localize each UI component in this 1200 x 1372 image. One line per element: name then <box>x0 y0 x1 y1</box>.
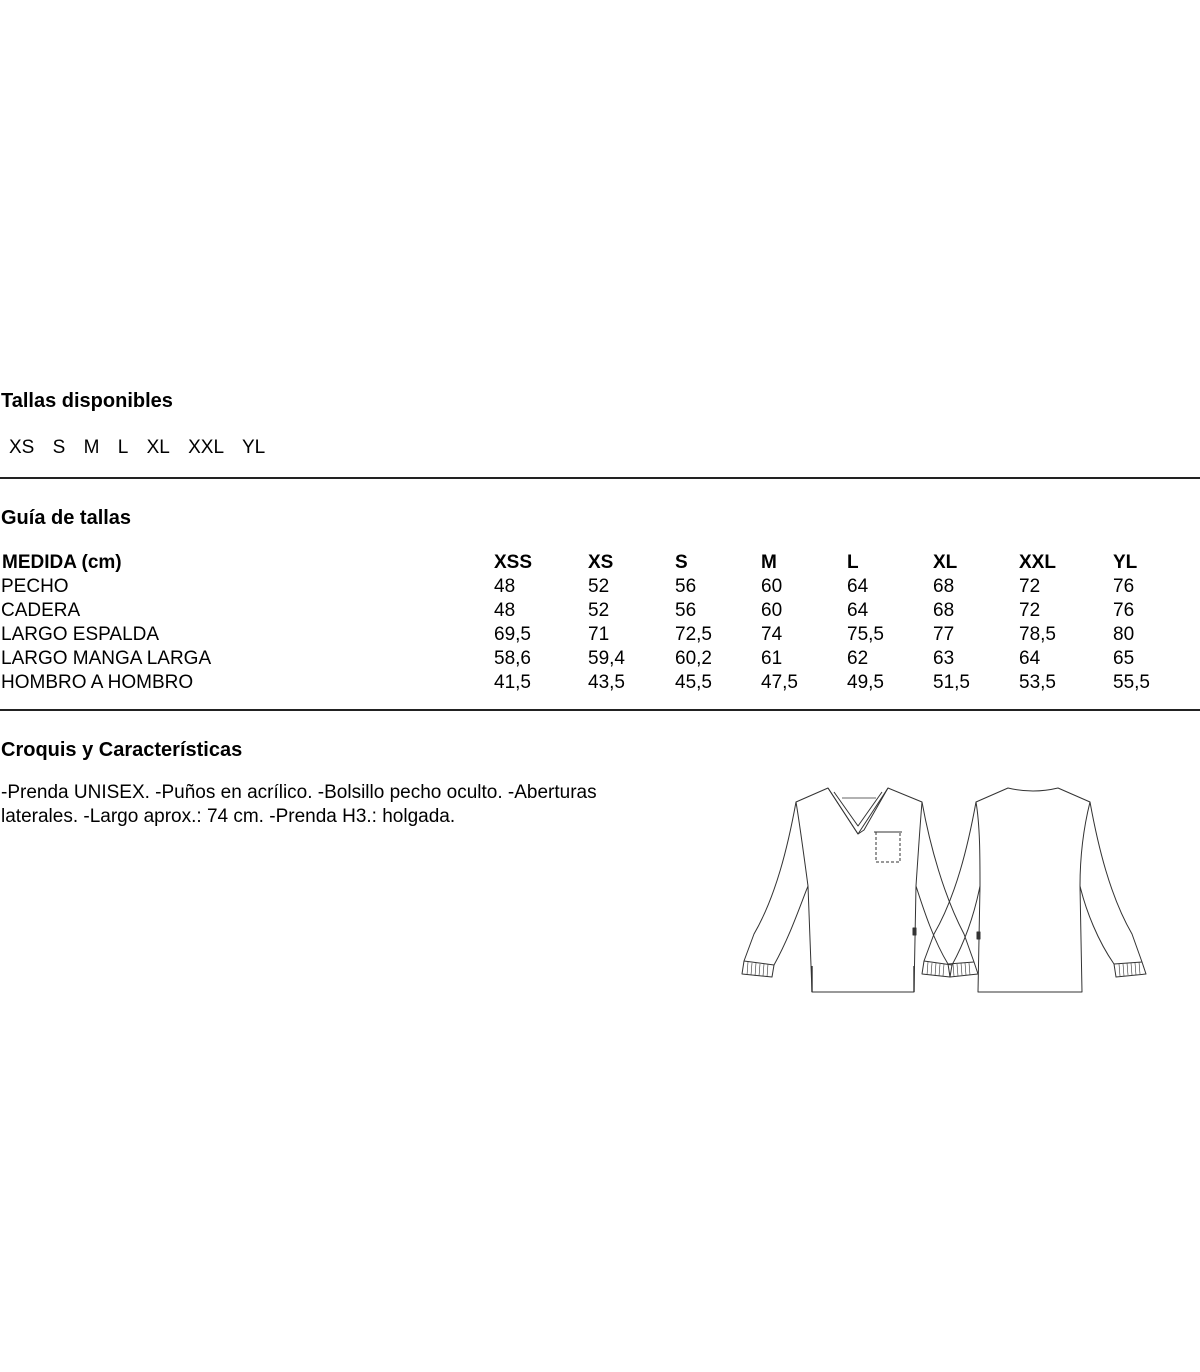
table-cell: 61 <box>761 648 783 669</box>
front-view-sketch <box>742 788 978 992</box>
table-cell: 60 <box>761 600 783 621</box>
row-label: LARGO MANGA LARGA <box>1 648 212 669</box>
back-view-sketch <box>922 788 1146 992</box>
table-cell: 53,5 <box>1019 672 1056 693</box>
table-cell: 72 <box>1019 600 1041 621</box>
tallas-heading: Tallas disponibles <box>1 390 173 412</box>
row-label: CADERA <box>1 600 81 621</box>
column-header: L <box>847 552 859 573</box>
column-header: XS <box>588 552 614 573</box>
table-cell: 78,5 <box>1019 624 1056 645</box>
garment-sketch <box>738 786 1150 996</box>
table-cell: 41,5 <box>494 672 531 693</box>
row-label: PECHO <box>1 576 69 597</box>
table-cell: 64 <box>1019 648 1041 669</box>
section-divider <box>0 709 1200 711</box>
column-header: MEDIDA (cm) <box>2 552 122 573</box>
available-sizes-list <box>9 437 278 459</box>
table-cell: 52 <box>588 600 610 621</box>
table-cell: 55,5 <box>1113 672 1150 693</box>
table-cell: 71 <box>588 624 610 645</box>
table-cell: 48 <box>494 576 516 597</box>
column-header: S <box>675 552 688 573</box>
table-cell: 49,5 <box>847 672 884 693</box>
table-cell: 80 <box>1113 624 1135 645</box>
table-cell: 62 <box>847 648 869 669</box>
table-cell: 77 <box>933 624 955 645</box>
table-cell: 59,4 <box>588 648 625 669</box>
section-divider <box>0 477 1200 479</box>
table-cell: 76 <box>1113 600 1135 621</box>
table-cell: 60 <box>761 576 783 597</box>
table-cell: 75,5 <box>847 624 884 645</box>
table-cell: 48 <box>494 600 516 621</box>
size-guide-table <box>0 551 1200 695</box>
row-label: LARGO ESPALDA <box>1 624 160 645</box>
table-cell: 69,5 <box>494 624 531 645</box>
column-header: YL <box>1113 552 1138 573</box>
table-cell: 64 <box>847 600 869 621</box>
table-cell: 64 <box>847 576 869 597</box>
table-cell: 47,5 <box>761 672 798 693</box>
table-cell: 65 <box>1113 648 1135 669</box>
table-row <box>0 647 1200 671</box>
size-item: XL <box>146 437 170 458</box>
table-cell: 45,5 <box>675 672 712 693</box>
table-cell: 72 <box>1019 576 1041 597</box>
table-cell: 51,5 <box>933 672 970 693</box>
size-item: S <box>52 437 66 458</box>
table-cell: 72,5 <box>675 624 712 645</box>
table-cell: 43,5 <box>588 672 625 693</box>
size-item: XXL <box>188 437 225 458</box>
column-header: XSS <box>494 552 533 573</box>
table-row <box>0 623 1200 647</box>
table-cell: 74 <box>761 624 783 645</box>
table-cell: 76 <box>1113 576 1135 597</box>
table-header-row <box>0 551 1200 575</box>
table-row <box>0 599 1200 623</box>
row-label: HOMBRO A HOMBRO <box>1 672 194 693</box>
size-guide-heading: Guía de tallas <box>1 507 132 529</box>
sketch-heading: Croquis y Características <box>1 739 243 761</box>
size-item: YL <box>241 437 266 458</box>
size-item: XS <box>9 437 35 458</box>
table-cell: 52 <box>588 576 610 597</box>
table-cell: 63 <box>933 648 955 669</box>
table-cell: 68 <box>933 576 955 597</box>
table-row <box>0 671 1200 695</box>
table-cell: 60,2 <box>675 648 712 669</box>
table-row <box>0 575 1200 599</box>
column-header: XL <box>933 552 958 573</box>
table-cell: 58,6 <box>494 648 531 669</box>
size-item: L <box>117 437 129 458</box>
table-cell: 56 <box>675 576 697 597</box>
table-cell: 68 <box>933 600 955 621</box>
garment-description: -Prenda UNISEX. -Puños en acrílico. -Bolsillo pecho oculto. -Aberturas laterales. -Largo aprox.: 74 cm. -Prenda H3.: holgada. <box>1 782 597 827</box>
column-header: M <box>761 552 777 573</box>
size-item: M <box>83 437 100 458</box>
column-header: XXL <box>1019 552 1056 573</box>
table-cell: 56 <box>675 600 697 621</box>
